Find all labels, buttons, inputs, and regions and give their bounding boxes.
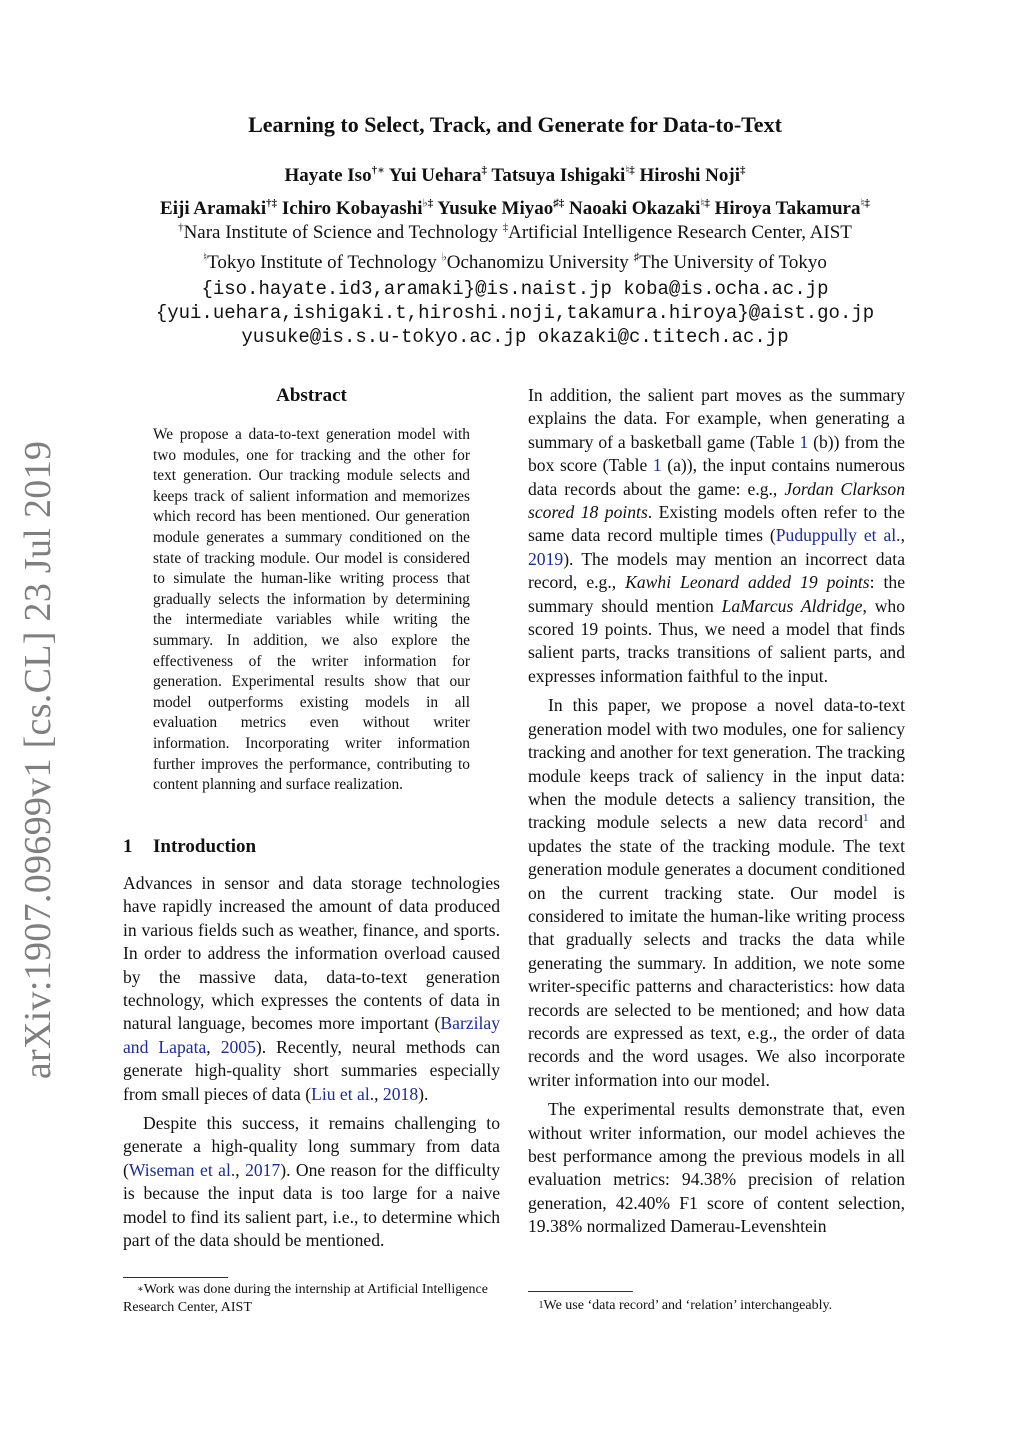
footnote-mark: 1: [538, 1300, 544, 1311]
author-sup: ‡: [481, 164, 487, 177]
author-sup: ♮‡: [860, 197, 870, 210]
author-name: Hayate Iso: [284, 165, 372, 186]
author-name: Eiji Aramaki: [160, 198, 267, 219]
arxiv-identifier: [8, 440, 68, 1080]
right-column-body: [528, 384, 905, 1239]
author-sup: ‡: [740, 164, 746, 177]
paragraph: In addition, the salient part moves as the summary explains the data. For example, when generating a summary of a basketball game (Table 1 (b)) from the box score (Table 1 (a)), the input contains numerous data records about the game: e.g., Jordan Clarkson scored 18 points. Existing models often refer to the same data record multiple times (Puduppully et al., 2019). The models may mention an incorrect data record, e.g., Kawhi Leonard added 19 points: the summary should mention LaMarcus Aldridge, who scored 19 points. Thus, we need a model that finds salient parts, tracks transitions of salient parts, and expresses information faithful to the input.: [528, 385, 905, 686]
affiliation-line-2: [100, 252, 930, 274]
affiliation-sup: ♮: [203, 251, 208, 264]
section-title: Introduction: [153, 836, 257, 857]
affiliation-name: Nara Institute of Science and Technology: [183, 222, 498, 243]
example-text: Kawhi Leonard added 19 points: [625, 572, 870, 593]
footnote-mark: ∗: [137, 1284, 144, 1295]
author-sup: †‡: [266, 197, 278, 210]
footnote-ref-link[interactable]: 1: [863, 812, 869, 825]
affiliation-name: Tokyo Institute of Technology: [207, 252, 437, 273]
affiliation-sup: †: [178, 221, 184, 234]
paragraph: In this paper, we propose a novel data-to-text generation model with two modules, one for saliency tracking and another for text generation. The tracking module keeps track of saliency in the input data: when the module detects a saliency transition, the tracking module selects a new data record$^1$ and updates the state of the tracking module. The text generation module generates a document conditioned on the current tracking state. Our model is considered to imitate the human-like writing process that gradually selects and tracks the data while generating the summary. In addition, we note some writer-specific patterns and characteristics: how data records are selected to be mentioned; and how data records are expressed as text, e.g., the order of data records and the word usages. We also incorporate writer information into our model.: [528, 695, 905, 1090]
citation-link[interactable]: Puduppully et al.: [775, 525, 901, 546]
abstract-heading: Abstract: [276, 385, 347, 406]
table-ref-link[interactable]: 1: [799, 431, 809, 452]
abstract-body: We propose a data-to-text generation model with two modules, one for tracking and the other for text generation. Our tracking module selects and keeps track of salient information and memorizes which record has been mentioned. Our generation module generates a summary conditioned on the state of tracking module. Our model is considered to simulate the human-like writing process that gradually selects the information by determining the intermediate variables while writing the summary. In addition, we also explore the effectiveness of the writer information for generation. Experimental results show that our model outperforms existing models in all evaluation metrics even without writer information. Incorporating writer information further improves the performance, contributing to content planning and surface realization.: [153, 426, 470, 794]
example-text: LaMarcus Aldridge: [721, 595, 863, 616]
author-name: Hiroya Takamura: [714, 198, 861, 219]
author-sup: †∗: [371, 164, 385, 177]
email-line-1: {iso.hayate.id3,aramaki}@is.naist.jp koba@is.ocha.ac.jp: [201, 278, 829, 300]
affiliation-name: Artificial Intelligence Research Center, AIST: [508, 222, 852, 243]
email-line-2: {yui.uehara,ishigaki.t,hiroshi.noji,takamura.hiroya}@aist.go.jp: [155, 302, 875, 324]
author-name: Naoaki Okazaki: [568, 198, 701, 219]
author-line-1: [100, 165, 930, 187]
example-text: Jordan Clarkson scored 18 points: [528, 478, 905, 523]
citation-link[interactable]: Liu et al.: [311, 1083, 375, 1104]
author-name: Yusuke Miyao: [437, 198, 554, 219]
author-line-2: [100, 198, 930, 220]
footnote-text: We use ‘data record’ and ‘relation’ interchangeably.: [543, 1298, 833, 1313]
footnote-text: Work was done during the internship at Artificial Intelligence Research Center, AIST: [123, 1282, 488, 1315]
author-name: Hiroshi Noji: [639, 165, 740, 186]
citation-year-link[interactable]: 2019: [528, 548, 564, 569]
affiliation-line-1: [100, 222, 930, 244]
paragraph: The experimental results demonstrate that, even without writer information, our model achieves the best performance among the previous models in all evaluation metrics: 94.38% precision of relation generation, 42.40% F1 score of content selection, 19.38% normalized Damerau-Levenshtein: [528, 1099, 905, 1237]
footnote-left: [123, 1281, 500, 1317]
citation-link[interactable]: Wiseman et al.: [128, 1159, 236, 1180]
paper-title: Learning to Select, Track, and Generate for Data-to-Text: [248, 112, 782, 137]
citation-year-link[interactable]: 2005: [220, 1036, 256, 1057]
section-heading: [123, 836, 256, 858]
citation-year-link[interactable]: 2017: [245, 1159, 281, 1180]
author-sup: ♮‡: [625, 164, 635, 177]
affiliation-name: The University of Tokyo: [639, 252, 827, 273]
email-line-3: yusuke@is.s.u-tokyo.ac.jp okazaki@c.titech.ac.jp: [241, 326, 789, 348]
author-sup: ♭‡: [422, 197, 434, 210]
affiliation-name: Ochanomizu University: [446, 252, 629, 273]
footnote-rule: [528, 1291, 633, 1292]
author-name: Yui Uehara: [388, 165, 482, 186]
author-name: Tatsuya Ishigaki: [491, 165, 626, 186]
table-ref-link[interactable]: 1: [652, 455, 662, 476]
paragraph: Despite this success, it remains challenging to generate a high-quality long summary from data (Wiseman et al., 2017). One reason for the difficulty is because the input data is too large for a naive model to find its salient part, i.e., to determine which part of the data should be mentioned.: [123, 1113, 501, 1251]
section-number: 1: [123, 836, 133, 857]
footnote-rule: [123, 1277, 228, 1278]
affiliation-sup: ♯: [633, 251, 640, 264]
author-sup: ♯‡: [553, 197, 565, 210]
paragraph: Advances in sensor and data storage technologies have rapidly increased the amount of data produced in various fields such as weather, finance, and sports. In order to address the information overload caused by the massive data, data-to-text generation technology, which expresses the contents of data in natural language, becomes more important (Barzilay and Lapata, 2005). Recently, neural methods can generate high-quality short summaries especially from small pieces of data (Liu et al., 2018).: [123, 873, 500, 1104]
footnote-right: [528, 1297, 905, 1315]
author-name: Ichiro Kobayashi: [281, 198, 423, 219]
introduction-body: [123, 872, 500, 1253]
author-sup: ♮‡: [700, 197, 710, 210]
affiliation-sup: ‡: [502, 221, 509, 234]
citation-link[interactable]: Barzilay and Lapata: [123, 1013, 500, 1057]
arxiv-identifier-text: arXiv:1907.09699v1 [cs.CL] 23 Jul 2019: [17, 440, 59, 1080]
affiliation-sup: ♭: [441, 251, 447, 264]
citation-year-link[interactable]: 2018: [382, 1083, 419, 1104]
